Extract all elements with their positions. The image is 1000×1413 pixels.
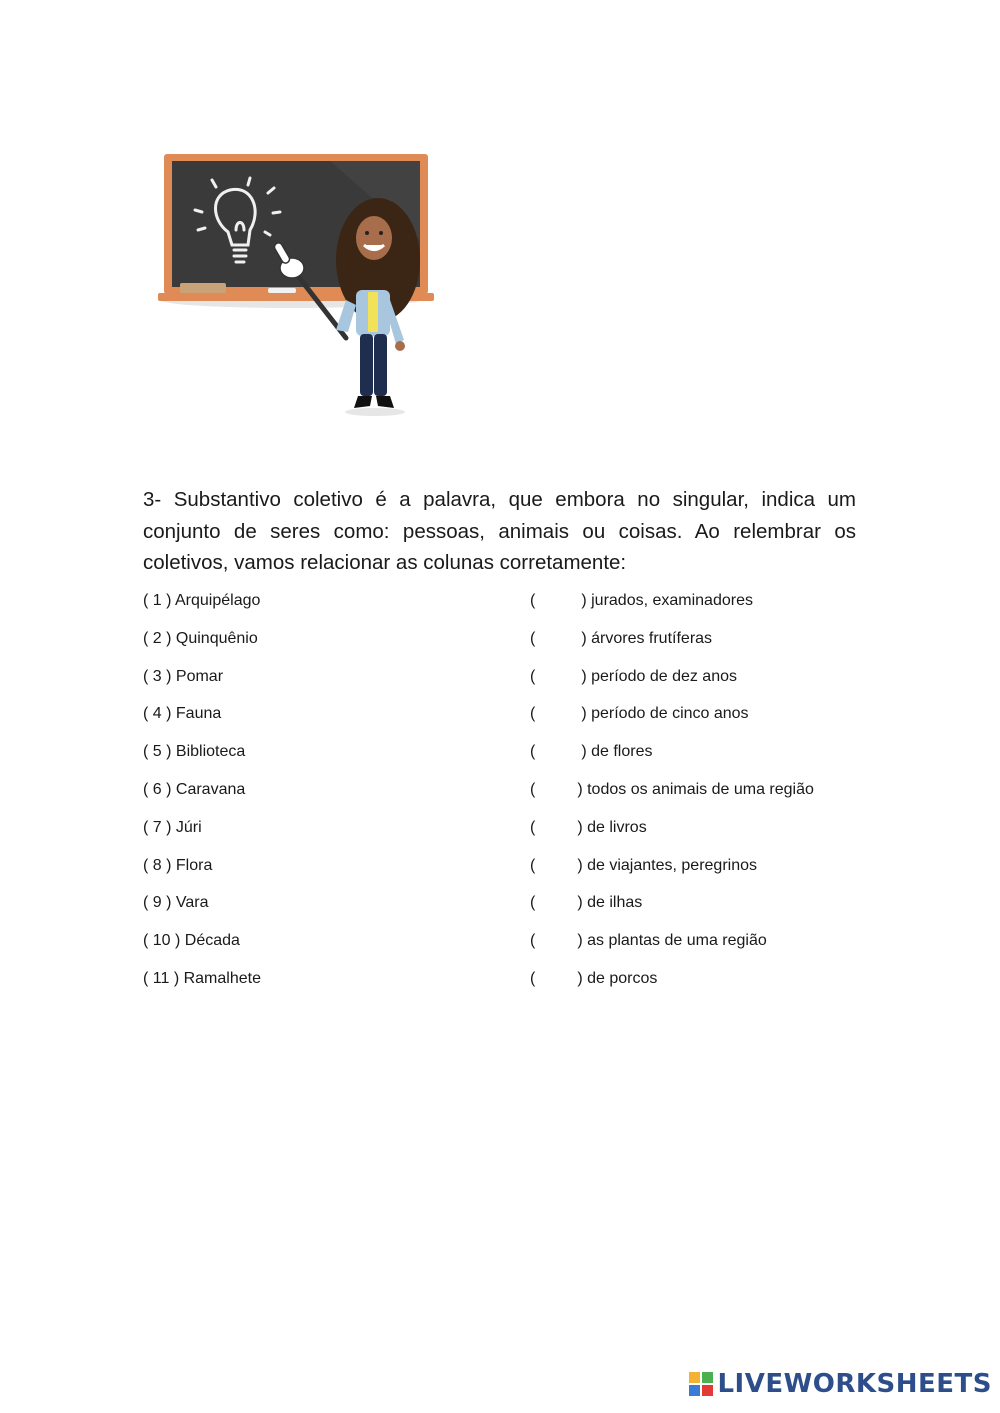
- answer-close-paren: ): [581, 629, 592, 647]
- meaning-item: [530, 819, 647, 837]
- match-row: [143, 592, 863, 630]
- match-row: [143, 819, 863, 857]
- meaning-item: [530, 857, 757, 875]
- answer-close-paren: ): [581, 743, 592, 761]
- match-row: [143, 857, 863, 895]
- answer-open-paren: (: [530, 780, 536, 798]
- collective-noun-item: ( 7 ) Júri: [143, 818, 202, 836]
- meaning-text: período de dez anos: [591, 667, 737, 685]
- collective-noun-item: ( 2 ) Quinquênio: [143, 629, 258, 647]
- collective-noun-item: ( 4 ) Fauna: [143, 705, 222, 723]
- answer-close-paren: ): [581, 592, 592, 609]
- meaning-item: [530, 705, 749, 723]
- meaning-item: [530, 894, 642, 912]
- question-text: 3- Substantivo coletivo é a palavra, que embora no singular, indica um conjunto de seres como: pessoas, animais ou coisas. Ao relembrar os coletivos, vamos relacionar as colunas corretamente:: [143, 488, 856, 574]
- answer-close-paren: ): [577, 969, 588, 987]
- collective-noun-item: ( 1 ) Arquipélago: [143, 592, 261, 609]
- match-row: [143, 932, 863, 970]
- matching-columns: [143, 592, 863, 1008]
- liveworksheets-brand: [689, 1367, 992, 1401]
- answer-open-paren: (: [530, 969, 536, 987]
- match-row: [143, 743, 863, 781]
- collective-noun-item: ( 3 ) Pomar: [143, 667, 224, 685]
- meaning-text: de ilhas: [587, 894, 643, 912]
- answer-close-paren: ): [581, 667, 592, 685]
- meaning-text: de viajantes, peregrinos: [587, 856, 757, 874]
- meaning-text: todos os animais de uma região: [587, 780, 814, 798]
- meaning-item: [530, 592, 753, 610]
- answer-open-paren: (: [530, 818, 536, 836]
- match-row: [143, 970, 863, 1008]
- answer-open-paren: (: [530, 932, 536, 950]
- meaning-item: [530, 932, 767, 950]
- meaning-item: [530, 630, 712, 648]
- meaning-item: [530, 970, 657, 988]
- answer-open-paren: (: [530, 592, 536, 609]
- meaning-text: jurados, examinadores: [591, 592, 753, 609]
- answer-close-paren: ): [577, 780, 588, 798]
- meaning-text: período de cinco anos: [591, 705, 749, 723]
- meaning-item: [530, 781, 814, 799]
- answer-open-paren: (: [530, 629, 536, 647]
- brand-name: LIVEWORKSHEETS: [717, 1369, 992, 1399]
- answer-close-paren: ): [581, 705, 592, 723]
- match-row: [143, 630, 863, 668]
- meaning-text: de livros: [587, 818, 647, 836]
- collective-noun-item: ( 10 ) Década: [143, 932, 240, 950]
- answer-open-paren: (: [530, 743, 536, 761]
- collective-noun-item: ( 11 ) Ramalhete: [143, 969, 261, 987]
- meaning-text: árvores frutíferas: [591, 629, 713, 647]
- answer-open-paren: (: [530, 705, 536, 723]
- collective-noun-item: ( 5 ) Biblioteca: [143, 743, 246, 761]
- meaning-text: de porcos: [587, 969, 658, 987]
- match-row: [143, 781, 863, 819]
- answer-close-paren: ): [577, 818, 588, 836]
- match-row: [143, 894, 863, 932]
- answer-close-paren: ): [577, 856, 588, 874]
- teacher-chalkboard-illustration: [150, 150, 450, 425]
- answer-close-paren: ): [577, 894, 588, 912]
- match-row: [143, 705, 863, 743]
- meaning-item: [530, 668, 737, 686]
- meaning-text: as plantas de uma região: [587, 932, 767, 950]
- answer-open-paren: (: [530, 667, 536, 685]
- collective-noun-item: ( 6 ) Caravana: [143, 780, 246, 798]
- answer-close-paren: ): [577, 932, 588, 950]
- meaning-item: [530, 743, 652, 761]
- collective-noun-item: ( 9 ) Vara: [143, 894, 209, 912]
- answer-open-paren: (: [530, 856, 536, 874]
- collective-noun-item: ( 8 ) Flora: [143, 856, 213, 874]
- meaning-text: de flores: [591, 743, 653, 761]
- liveworksheets-logo-icon: [689, 1372, 713, 1396]
- answer-open-paren: (: [530, 894, 536, 912]
- match-row: [143, 668, 863, 706]
